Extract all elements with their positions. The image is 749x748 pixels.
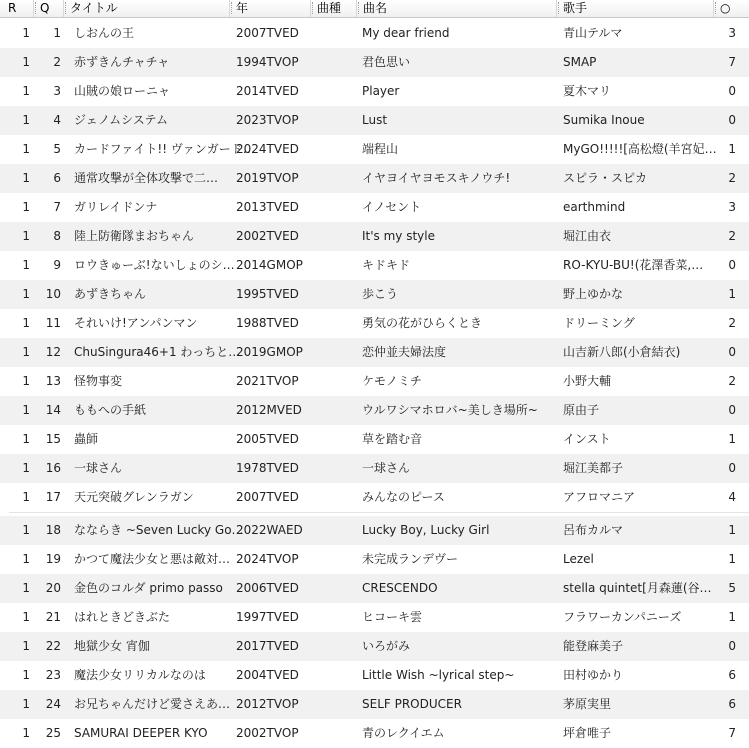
cell-year: 2004TVED xyxy=(236,668,299,682)
cell-o: 2 xyxy=(728,316,736,330)
cell-o: 1 xyxy=(728,610,736,624)
cell-year: 2012TVOP xyxy=(236,697,299,711)
cell-title: あずきちゃん xyxy=(74,287,147,301)
cell-artist: アフロマニア xyxy=(563,490,636,504)
cell-title: カードファイト!! ヴァンガード… xyxy=(74,142,255,156)
cell-type xyxy=(314,251,358,280)
cell-r: 1 xyxy=(22,287,30,301)
cell-artist: 茅原実里 xyxy=(563,697,612,711)
cell-o: 0 xyxy=(728,84,736,98)
column-header-row xyxy=(0,0,749,18)
cell-title: ロウきゅーぶ!ないしょのシ… xyxy=(74,258,235,272)
cell-q: 2 xyxy=(53,55,61,69)
cell-artist: stella quintet[月森蓮(谷… xyxy=(563,581,712,595)
cell-artist: 能登麻美子 xyxy=(563,639,624,653)
cell-song: 未完成ランデヴー xyxy=(362,552,459,566)
cell-q: 10 xyxy=(45,287,61,301)
cell-title: ChuSingura46+1 わっちと… xyxy=(74,345,241,359)
table-row[interactable] xyxy=(0,135,749,164)
cell-r: 1 xyxy=(22,316,30,330)
cell-type xyxy=(314,545,358,574)
cell-song: It's my style xyxy=(362,229,435,243)
table-row[interactable] xyxy=(0,516,749,545)
cell-r: 1 xyxy=(22,258,30,272)
column-header-title[interactable]: タイトル xyxy=(63,0,229,17)
cell-o: 2 xyxy=(728,374,736,388)
cell-artist: インスト xyxy=(563,432,611,446)
cell-type xyxy=(314,106,358,135)
cell-type xyxy=(314,425,358,454)
cell-r: 1 xyxy=(22,610,30,624)
cell-year: 2023TVOP xyxy=(236,113,299,127)
cell-song: 恋仲並夫婦法度 xyxy=(362,345,447,359)
cell-title: 魔法少女リリカルなのは xyxy=(74,668,206,682)
cell-type xyxy=(314,48,358,77)
cell-q: 13 xyxy=(45,374,61,388)
cell-song: 君色思い xyxy=(362,55,411,69)
cell-artist: 小野大輔 xyxy=(563,374,612,388)
column-header-year[interactable]: 年 xyxy=(229,0,310,17)
cell-song: 端程山 xyxy=(362,142,399,156)
cell-type xyxy=(314,135,358,164)
cell-year: 2014GMOP xyxy=(236,258,303,272)
column-header-r[interactable]: R xyxy=(8,1,17,15)
row-divider xyxy=(9,512,749,513)
cell-artist: 夏木マリ xyxy=(563,84,612,98)
cell-year: 2014TVED xyxy=(236,84,299,98)
cell-type xyxy=(314,309,358,338)
cell-q: 9 xyxy=(53,258,61,272)
cell-q: 15 xyxy=(45,432,61,446)
cell-o: 0 xyxy=(728,639,736,653)
cell-o: 4 xyxy=(728,490,736,504)
cell-r: 1 xyxy=(22,639,30,653)
table-row[interactable] xyxy=(0,396,749,425)
cell-song: 青のレクイエム xyxy=(362,726,445,740)
cell-type xyxy=(314,338,358,367)
cell-song: Little Wish ~lyrical step~ xyxy=(362,668,515,682)
cell-q: 21 xyxy=(45,610,61,624)
cell-type xyxy=(314,690,358,719)
cell-song: 草を踏む音 xyxy=(362,432,423,446)
cell-q: 5 xyxy=(53,142,61,156)
cell-r: 1 xyxy=(22,581,30,595)
cell-song: ケモノミチ xyxy=(362,374,422,388)
cell-o: 0 xyxy=(728,113,736,127)
table-row[interactable] xyxy=(0,661,749,690)
cell-o: 0 xyxy=(728,403,736,417)
cell-r: 1 xyxy=(22,490,30,504)
cell-r: 1 xyxy=(22,374,30,388)
cell-song: My dear friend xyxy=(362,26,450,40)
cell-song: 歩こう xyxy=(362,287,399,301)
cell-year: 1994TVOP xyxy=(236,55,299,69)
cell-title: SAMURAI DEEPER KYO xyxy=(74,726,208,740)
table-row[interactable] xyxy=(0,632,749,661)
cell-q: 22 xyxy=(45,639,61,653)
cell-artist: 野上ゆかな xyxy=(563,287,624,301)
cell-song: イノセント xyxy=(362,200,422,214)
cell-o: 5 xyxy=(728,581,736,595)
table-row[interactable] xyxy=(0,309,749,338)
cell-year: 2005TVED xyxy=(236,432,299,446)
cell-r: 1 xyxy=(22,142,30,156)
cell-year: 2013TVED xyxy=(236,200,299,214)
cell-o: 1 xyxy=(728,552,736,566)
cell-artist: 山吉新八郎(小倉結衣) xyxy=(563,345,681,359)
cell-q: 4 xyxy=(53,113,61,127)
cell-q: 1 xyxy=(53,26,61,40)
cell-q: 24 xyxy=(45,697,61,711)
cell-o: 1 xyxy=(728,432,736,446)
cell-type xyxy=(314,574,358,603)
cell-type xyxy=(314,603,358,632)
cell-title: 怪物事変 xyxy=(74,374,123,388)
cell-title: 通常攻撃が全体攻撃で二… xyxy=(74,171,219,185)
cell-q: 18 xyxy=(45,523,61,537)
cell-year: 2019TVOP xyxy=(236,171,299,185)
cell-song: 一球さん xyxy=(362,461,411,475)
cell-q: 7 xyxy=(53,200,61,214)
cell-o: 2 xyxy=(728,171,736,185)
cell-title: 山賊の娘ローニャ xyxy=(74,84,171,98)
table-row[interactable] xyxy=(0,48,749,77)
cell-r: 1 xyxy=(22,432,30,446)
cell-type xyxy=(314,367,358,396)
table-row[interactable] xyxy=(0,77,749,106)
cell-title: かつて魔法少女と悪は敵対… xyxy=(74,552,231,566)
cell-artist: 呂布カルマ xyxy=(563,523,624,537)
cell-title: しおんの王 xyxy=(74,26,135,40)
cell-o: 7 xyxy=(728,726,736,740)
cell-song: CRESCENDO xyxy=(362,581,438,595)
cell-o: 6 xyxy=(728,697,736,711)
cell-o: 1 xyxy=(728,523,736,537)
cell-r: 1 xyxy=(22,345,30,359)
cell-r: 1 xyxy=(22,229,30,243)
cell-song: いろがみ xyxy=(362,639,411,653)
cell-year: 2024TVOP xyxy=(236,552,299,566)
cell-q: 23 xyxy=(45,668,61,682)
cell-title: はれときどきぶた xyxy=(74,610,171,624)
table-row[interactable] xyxy=(0,603,749,632)
cell-year: 2022WAED xyxy=(236,523,303,537)
cell-title: 金色のコルダ primo passo xyxy=(74,581,223,595)
table-row[interactable] xyxy=(0,106,749,135)
cell-artist: SMAP xyxy=(563,55,597,69)
cell-song: Lucky Boy, Lucky Girl xyxy=(362,523,490,537)
cell-year: 1978TVED xyxy=(236,461,299,475)
cell-type xyxy=(314,483,358,512)
cell-song: 勇気の花がひらくとき xyxy=(362,316,483,330)
cell-song: キドキド xyxy=(362,258,411,272)
cell-title: ガリレイドンナ xyxy=(74,200,158,214)
cell-type xyxy=(314,396,358,425)
cell-r: 1 xyxy=(22,552,30,566)
cell-q: 8 xyxy=(53,229,61,243)
cell-year: 2007TVED xyxy=(236,26,299,40)
cell-q: 16 xyxy=(45,461,61,475)
cell-year: 2012MVED xyxy=(236,403,302,417)
table-row[interactable] xyxy=(0,454,749,483)
cell-title: 陸上防衛隊まおちゃん xyxy=(74,229,195,243)
cell-o: 1 xyxy=(728,142,736,156)
cell-artist: 堀江美都子 xyxy=(563,461,624,475)
cell-artist: Sumika Inoue xyxy=(563,113,645,127)
cell-o: 7 xyxy=(728,55,736,69)
cell-type xyxy=(314,193,358,222)
cell-year: 2006TVED xyxy=(236,581,299,595)
cell-title: 蟲師 xyxy=(74,432,99,446)
cell-q: 17 xyxy=(45,490,61,504)
cell-r: 1 xyxy=(22,84,30,98)
cell-q: 11 xyxy=(45,316,61,330)
cell-artist: earthmind xyxy=(563,200,626,214)
cell-artist: MyGO!!!!![高松燈(羊宮妃… xyxy=(563,142,717,156)
cell-o: 3 xyxy=(728,26,736,40)
cell-o: 2 xyxy=(728,229,736,243)
table-row[interactable] xyxy=(0,690,749,719)
cell-type xyxy=(314,77,358,106)
table-row[interactable] xyxy=(0,425,749,454)
cell-year: 1995TVED xyxy=(236,287,299,301)
cell-o: 6 xyxy=(728,668,736,682)
cell-year: 2002TVOP xyxy=(236,726,299,740)
column-header-q[interactable]: Q xyxy=(33,0,63,17)
cell-artist: フラワーカンパニーズ xyxy=(563,610,682,624)
cell-year: 2007TVED xyxy=(236,490,299,504)
cell-title: それいけ!アンパンマン xyxy=(74,316,198,330)
cell-type xyxy=(314,280,358,309)
column-header-o[interactable]: ○ xyxy=(713,0,749,17)
cell-q: 12 xyxy=(45,345,61,359)
cell-song: ヒコーキ雲 xyxy=(362,610,423,624)
cell-type xyxy=(314,516,358,545)
column-header-type[interactable]: 曲種 xyxy=(310,0,356,17)
cell-song: SELF PRODUCER xyxy=(362,697,462,711)
cell-title: お兄ちゃんだけど愛さえあ… xyxy=(74,697,231,711)
cell-r: 1 xyxy=(22,200,30,214)
cell-title: ももへの手紙 xyxy=(74,403,147,417)
cell-song: Player xyxy=(362,84,400,98)
cell-r: 1 xyxy=(22,403,30,417)
column-header-song[interactable]: 曲名 xyxy=(356,0,556,17)
table-row[interactable] xyxy=(0,280,749,309)
cell-o: 0 xyxy=(728,345,736,359)
cell-o: 1 xyxy=(728,287,736,301)
cell-artist: 原由子 xyxy=(563,403,600,417)
cell-artist: 堀江由衣 xyxy=(563,229,612,243)
cell-type xyxy=(314,19,358,48)
cell-year: 2021TVOP xyxy=(236,374,299,388)
cell-artist: Lezel xyxy=(563,552,594,566)
cell-o: 0 xyxy=(728,258,736,272)
cell-year: 2019GMOP xyxy=(236,345,303,359)
cell-type xyxy=(314,164,358,193)
cell-year: 2024TVED xyxy=(236,142,299,156)
cell-type xyxy=(314,222,358,251)
table-row[interactable] xyxy=(0,164,749,193)
cell-r: 1 xyxy=(22,668,30,682)
cell-r: 1 xyxy=(22,55,30,69)
cell-artist: RO-KYU-BU!(花澤香菜,… xyxy=(563,258,704,272)
table-row[interactable] xyxy=(0,719,749,748)
table-row[interactable] xyxy=(0,338,749,367)
table-row[interactable] xyxy=(0,251,749,280)
table-row[interactable] xyxy=(0,367,749,396)
cell-artist: 田村ゆかり xyxy=(563,668,624,682)
cell-song: イヤヨイヤヨモスキノウチ! xyxy=(362,171,511,185)
cell-q: 14 xyxy=(45,403,61,417)
cell-r: 1 xyxy=(22,461,30,475)
cell-r: 1 xyxy=(22,697,30,711)
cell-title: 赤ずきんチャチャ xyxy=(74,55,170,69)
column-header-artist[interactable]: 歌手 xyxy=(556,0,713,17)
cell-artist: 青山テルマ xyxy=(563,26,623,40)
cell-title: ジェノムシステム xyxy=(74,113,168,127)
cell-type xyxy=(314,661,358,690)
cell-type xyxy=(314,454,358,483)
cell-r: 1 xyxy=(22,726,30,740)
cell-r: 1 xyxy=(22,171,30,185)
cell-artist: ドリーミング xyxy=(563,316,635,330)
cell-title: 天元突破グレンラガン xyxy=(74,490,194,504)
cell-year: 1988TVED xyxy=(236,316,299,330)
cell-year: 2002TVED xyxy=(236,229,299,243)
cell-title: 一球さん xyxy=(74,461,123,475)
cell-song: ウルワシマホロバ~美しき場所~ xyxy=(362,403,538,417)
cell-q: 19 xyxy=(45,552,61,566)
table-row[interactable] xyxy=(0,574,749,603)
cell-year: 2017TVED xyxy=(236,639,299,653)
cell-r: 1 xyxy=(22,523,30,537)
cell-q: 3 xyxy=(53,84,61,98)
cell-r: 1 xyxy=(22,26,30,40)
table-row[interactable] xyxy=(0,545,749,574)
cell-artist: 坪倉唯子 xyxy=(563,726,612,740)
cell-year: 1997TVED xyxy=(236,610,299,624)
cell-title: 地獄少女 宵伽 xyxy=(74,639,150,653)
cell-q: 20 xyxy=(45,581,61,595)
cell-o: 0 xyxy=(728,461,736,475)
cell-r: 1 xyxy=(22,113,30,127)
table-row[interactable] xyxy=(0,19,749,48)
cell-q: 25 xyxy=(45,726,61,740)
cell-title: なならき ~Seven Lucky Go… xyxy=(74,523,244,537)
table-row[interactable] xyxy=(0,222,749,251)
cell-song: みんなのピース xyxy=(362,490,445,504)
cell-artist: スピラ・スピカ xyxy=(563,171,648,185)
table-row[interactable] xyxy=(0,483,749,512)
cell-song: Lust xyxy=(362,113,388,127)
table-row[interactable] xyxy=(0,193,749,222)
cell-type xyxy=(314,632,358,661)
cell-o: 3 xyxy=(728,200,736,214)
cell-q: 6 xyxy=(53,171,61,185)
cell-type xyxy=(314,719,358,748)
